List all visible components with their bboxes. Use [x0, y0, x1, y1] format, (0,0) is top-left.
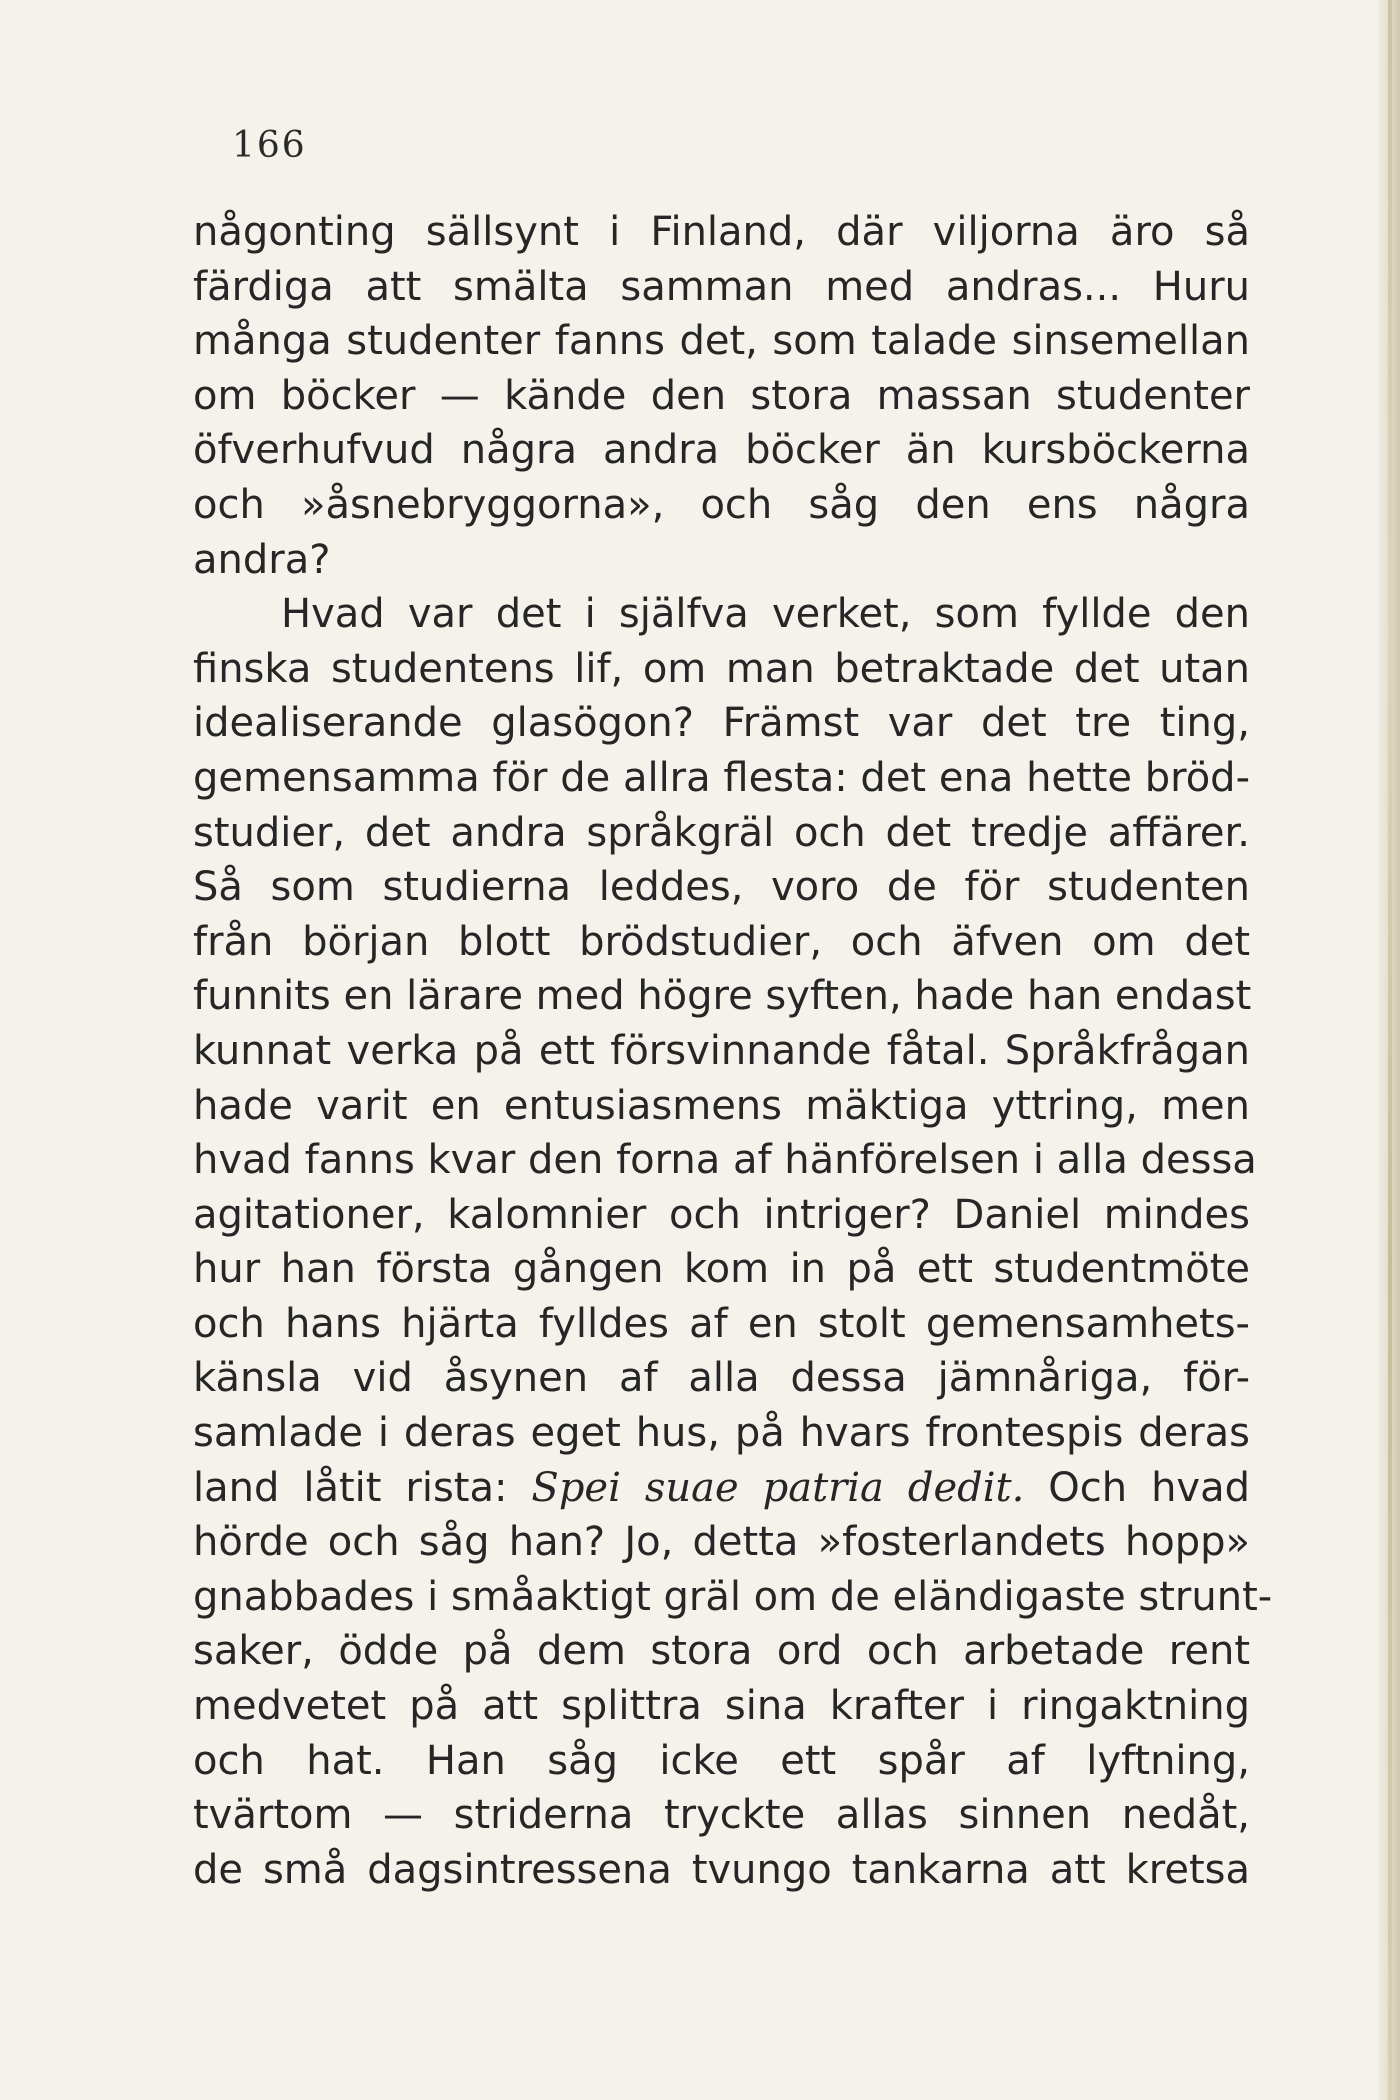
text-line: från början blott brödstudier, och äfven om det — [193, 918, 1250, 965]
text-line: hur han första gången kom in på ett studentmöte — [193, 1246, 1250, 1293]
text-line: öfverhufvud några andra böcker än kursböckerna — [193, 427, 1250, 474]
text-line: och hat. Han såg icke ett spår af lyftning, — [193, 1737, 1250, 1784]
text-line: studier, det andra språkgräl och det tredje affärer. — [193, 809, 1250, 856]
text-line: hvad fanns kvar den forna af hänförelsen i alla dessa — [193, 1137, 1257, 1184]
text-segment: land låtit rista: — [193, 1464, 532, 1511]
text-segment: Och hvad — [1024, 1464, 1250, 1511]
text-line: hade varit en entusiasmens mäktiga yttring, men — [193, 1082, 1250, 1129]
text-line: färdiga att smälta samman med andras... Huru — [193, 263, 1250, 310]
text-line: tvärtom — striderna tryckte allas sinnen nedåt, — [193, 1792, 1250, 1839]
text-line: saker, ödde på dem stora ord och arbetade rent — [193, 1628, 1250, 1675]
text-line: finska studentens lif, om man betraktade det utan — [193, 645, 1250, 692]
text-line: någonting sällsynt i Finland, där viljorna äro så — [193, 209, 1250, 255]
text-line: samlade i deras eget hus, på hvars frontespis deras — [193, 1410, 1250, 1457]
latin-motto: Spei suae patria dedit. — [531, 1464, 1025, 1511]
text-line: kunnat verka på ett försvinnande fåtal. Språkfrågan — [193, 1027, 1250, 1074]
text-line: medvetet på att splittra sina krafter i ringaktning — [193, 1683, 1250, 1730]
body-text — [193, 205, 1273, 1897]
text-line-with-latin-motto — [193, 1461, 1250, 1516]
text-line: agitationer, kalomnier och intriger? Daniel mindes — [193, 1191, 1250, 1238]
text-line: många studenter fanns det, som talade sinsemellan — [193, 318, 1250, 365]
text-line: funnits en lärare med högre syften, hade han endast — [193, 973, 1252, 1020]
text-line: och hans hjärta fylldes af en stolt gemensamhets- — [193, 1300, 1250, 1347]
text-line: Så som studierna leddes, voro de för studenten — [193, 864, 1250, 911]
text-line: om böcker — kände den stora massan studenter — [193, 372, 1250, 419]
text-line: hörde och såg han? Jo, detta »fosterlandets hopp» — [193, 1519, 1250, 1566]
text-line: känsla vid åsynen af alla dessa jämnåriga, för- — [193, 1355, 1250, 1402]
text-line: och »åsnebryggorna», och såg den ens några — [193, 481, 1250, 528]
text-line: idealiserande glasögon? Främst var det tre ting, — [193, 700, 1250, 747]
text-line: gnabbades i småaktigt gräl om de eländigaste strunt- — [193, 1573, 1273, 1620]
text-line: Hvad var det i själfva verket, som fyllde den — [281, 591, 1250, 638]
page-number: 166 — [232, 125, 307, 166]
text-line: andra? — [193, 536, 331, 583]
text-line: de små dagsintressena tvungo tankarna att kretsa — [193, 1846, 1250, 1893]
text-line: gemensamma för de allra flesta: det ena hette bröd- — [193, 754, 1250, 801]
page-binding-edge — [1388, 0, 1392, 2100]
